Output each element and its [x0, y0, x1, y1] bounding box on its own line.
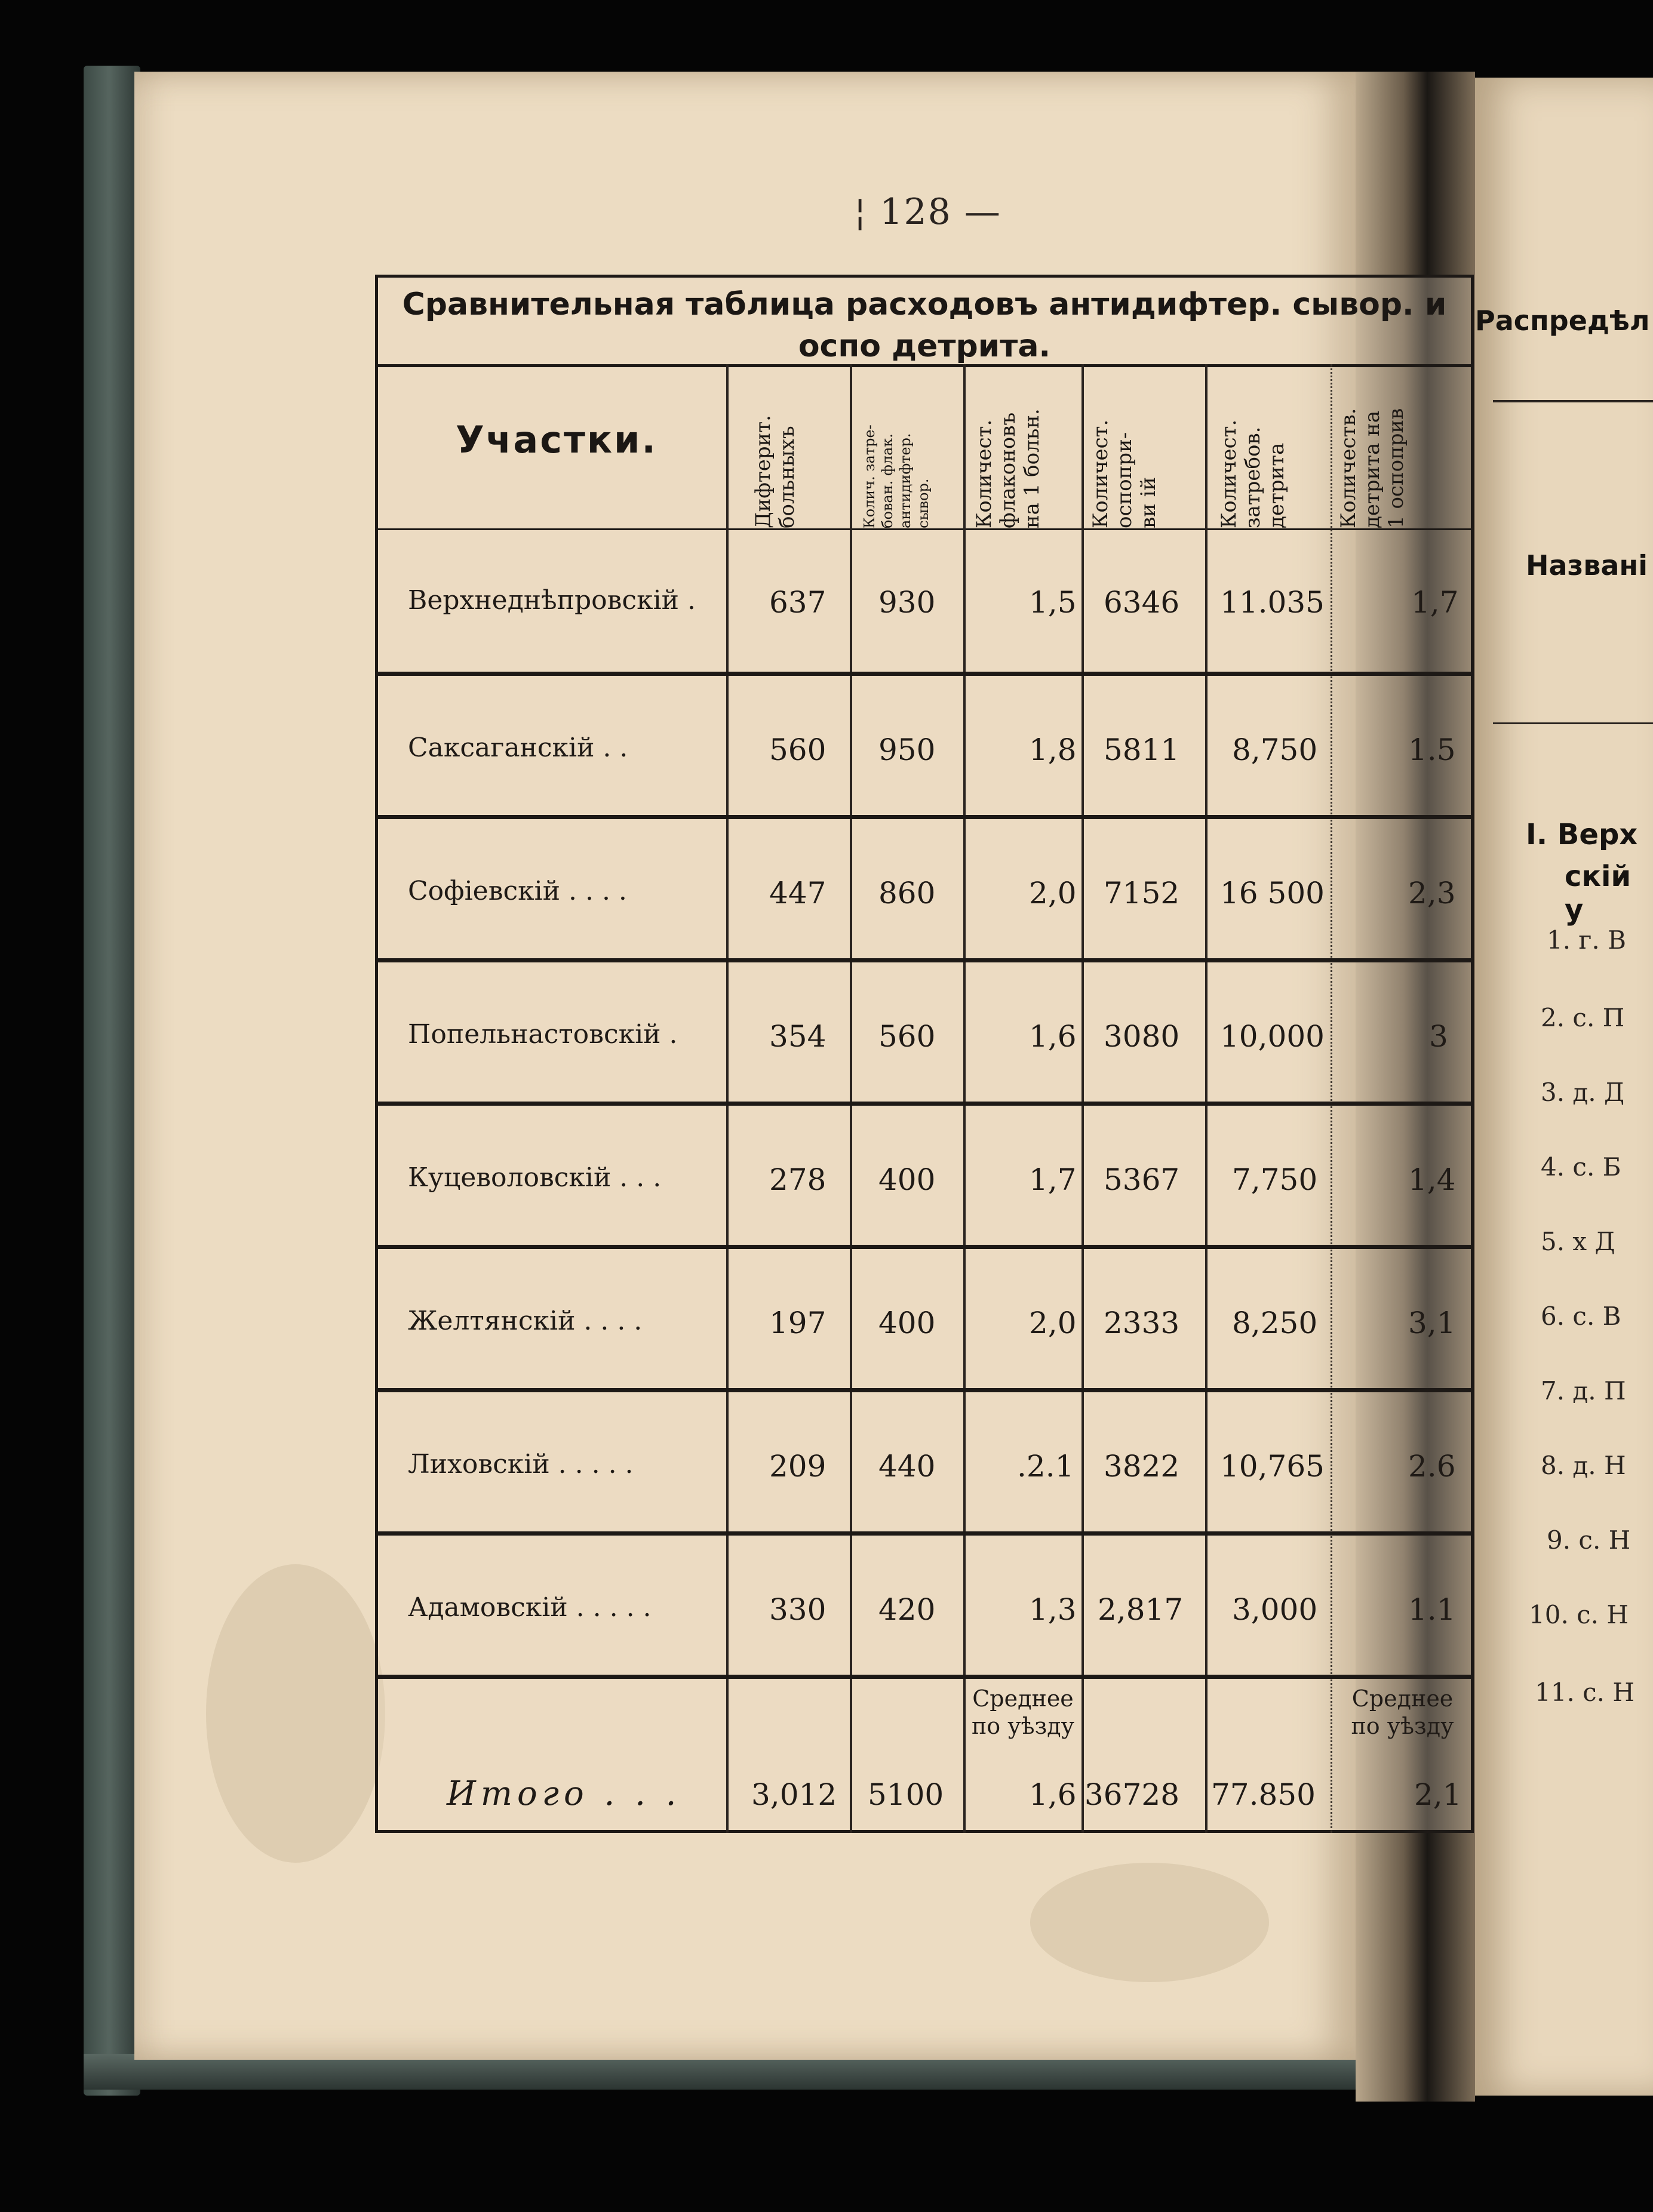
row-district-name: Куцеволовскій . . . — [408, 1162, 662, 1193]
row-diphtheria-patients: 197 — [769, 1306, 826, 1340]
row-rule — [378, 815, 1471, 819]
row-vials-per-patient: .2.1 — [1017, 1449, 1074, 1484]
table-row — [378, 1249, 1471, 1392]
row-rule — [378, 958, 1471, 962]
right-list-item: 9. с. Н — [1547, 1525, 1631, 1555]
book-cover-edge — [84, 66, 140, 2096]
row-district-name: Верхнеднѣпровскій . — [408, 585, 696, 616]
average-label-vials: Среднее по уѣзду — [971, 1685, 1075, 1739]
row-vaccinations: 3822 — [1104, 1449, 1180, 1484]
right-page-header: Распредѣл — [1475, 304, 1650, 337]
total-vaccinations: 36728 — [1084, 1777, 1180, 1812]
right-section-heading-1: I. Верх — [1526, 818, 1638, 851]
table-title-line-1: Сравнительная таблица расходовъ антидифтер. сывор. и — [402, 287, 1447, 322]
row-detritus-per-vaccination: 2,3 — [1408, 876, 1456, 910]
right-list-item: 3. д. Д — [1541, 1078, 1625, 1107]
right-section-heading-2: скій у — [1565, 860, 1632, 927]
comparison-table — [375, 275, 1474, 1833]
row-vials-per-patient: 1,7 — [1029, 1162, 1077, 1197]
row-district-name: Адамовскій . . . . . — [408, 1592, 652, 1623]
row-serum-vials: 440 — [878, 1449, 936, 1484]
row-detritus-per-vaccination: 1.1 — [1408, 1592, 1456, 1627]
row-detritus-requested: 10,000 — [1220, 1019, 1325, 1054]
row-vaccinations: 7152 — [1104, 876, 1180, 910]
total-serum-vials: 5100 — [868, 1777, 944, 1812]
row-vaccinations: 2333 — [1104, 1306, 1180, 1340]
right-page-subheader: Названі — [1526, 549, 1648, 582]
row-serum-vials: 860 — [878, 876, 936, 910]
right-list-item: 5. х Д — [1541, 1227, 1615, 1256]
row-serum-vials: 930 — [878, 585, 936, 620]
row-diphtheria-patients: 447 — [769, 876, 826, 910]
row-district-name: Саксаганскій . . — [408, 733, 628, 763]
table-row — [378, 528, 1471, 672]
right-page-rule — [1493, 400, 1653, 402]
table-row — [378, 1536, 1471, 1679]
row-vials-per-patient: 2,0 — [1029, 876, 1077, 910]
right-list-item: 1. г. В — [1547, 925, 1626, 955]
row-district-name: Попельнастовскій . — [408, 1019, 678, 1050]
row-vaccinations: 5811 — [1104, 733, 1180, 767]
row-rule — [378, 1245, 1471, 1249]
row-vaccinations: 2,817 — [1098, 1592, 1184, 1627]
column-header-serum-vials-requested: Колич. затре- бован. флак. антидифтер. сывор. — [861, 424, 932, 528]
right-list-item: 8. д. Н — [1541, 1451, 1626, 1480]
row-vaccinations: 3080 — [1104, 1019, 1180, 1054]
row-detritus-requested: 8,250 — [1232, 1306, 1318, 1340]
column-header-detritus-requested: Количест. затребов. детрита — [1217, 419, 1289, 528]
row-detritus-per-vaccination: 3 — [1429, 1019, 1448, 1054]
row-diphtheria-patients: 560 — [769, 733, 826, 767]
paper-stain — [206, 1564, 385, 1863]
row-vials-per-patient: 1,8 — [1029, 733, 1077, 767]
table-title-line-2: оспо детрита. — [798, 328, 1051, 364]
table-row — [378, 1106, 1471, 1249]
right-list-item: 7. д. П — [1541, 1376, 1626, 1405]
column-header-detritus-per-vaccination: Количеств. детрита на 1 оспоприв — [1336, 408, 1408, 528]
total-detritus-requested: 77.850 — [1211, 1777, 1316, 1812]
total-label: Итого . . . — [447, 1774, 681, 1813]
total-detritus-per-vaccination: 2,1 — [1414, 1777, 1462, 1812]
row-vials-per-patient: 1,5 — [1029, 585, 1077, 620]
table-row — [378, 819, 1471, 962]
row-serum-vials: 400 — [878, 1162, 936, 1197]
row-detritus-per-vaccination: 3,1 — [1408, 1306, 1456, 1340]
table-row — [378, 962, 1471, 1106]
row-district-name: Софіевскій . . . . — [408, 876, 627, 906]
page-number: ¦ 128 — — [854, 191, 1001, 233]
row-serum-vials: 950 — [878, 733, 936, 767]
row-detritus-per-vaccination: 1,4 — [1408, 1162, 1456, 1197]
row-detritus-requested: 16 500 — [1220, 876, 1325, 910]
row-detritus-requested: 10,765 — [1220, 1449, 1325, 1484]
row-vials-per-patient: 1,3 — [1029, 1592, 1077, 1627]
average-label-detritus: Среднее по уѣзду — [1351, 1685, 1454, 1739]
total-vials-per-patient: 1,6 — [1029, 1777, 1077, 1812]
column-header-diphtheria-patients: Дифтерит. больныхъ — [751, 415, 799, 528]
row-detritus-per-vaccination: 1,7 — [1411, 585, 1459, 620]
row-vials-per-patient: 1,6 — [1029, 1019, 1077, 1054]
row-vaccinations: 6346 — [1104, 585, 1180, 620]
column-header-vials-per-patient: Количест. флаконовъ на 1 больн. — [972, 408, 1044, 528]
row-detritus-per-vaccination: 2.6 — [1408, 1449, 1456, 1484]
right-list-item: 10. с. Н — [1529, 1600, 1629, 1629]
row-rule — [378, 1102, 1471, 1106]
total-diphtheria-patients: 3,012 — [751, 1777, 837, 1812]
row-vials-per-patient: 2,0 — [1029, 1306, 1077, 1340]
total-row — [378, 1679, 1471, 1831]
table-row — [378, 1392, 1471, 1536]
row-rule — [378, 672, 1471, 676]
row-diphtheria-patients: 330 — [769, 1592, 826, 1627]
paper-stain — [1030, 1863, 1269, 1982]
table-row — [378, 676, 1471, 819]
row-vaccinations: 5367 — [1104, 1162, 1180, 1197]
districts-column-header: Участки. — [456, 418, 657, 462]
row-diphtheria-patients: 637 — [769, 585, 826, 620]
table-title — [378, 284, 1471, 367]
column-header-vaccinations: Количест. оспопри- ви ій — [1089, 419, 1160, 528]
title-rule — [378, 364, 1471, 367]
right-list-item: 6. с. В — [1541, 1302, 1621, 1331]
row-serum-vials: 400 — [878, 1306, 936, 1340]
right-list-item: 2. с. П — [1541, 1003, 1625, 1032]
row-serum-vials: 560 — [878, 1019, 936, 1054]
right-list-item: 11. с. Н — [1535, 1678, 1634, 1707]
row-detritus-requested: 7,750 — [1232, 1162, 1318, 1197]
right-page-rule — [1493, 722, 1653, 724]
row-district-name: Желтянскій . . . . — [408, 1306, 643, 1336]
row-detritus-requested: 11.035 — [1220, 585, 1325, 620]
right-list-item: 4. с. Б — [1541, 1152, 1621, 1182]
right-page — [1475, 78, 1653, 2096]
row-diphtheria-patients: 278 — [769, 1162, 826, 1197]
row-rule — [378, 1531, 1471, 1536]
row-district-name: Лиховскій . . . . . — [408, 1449, 634, 1479]
row-detritus-requested: 8,750 — [1232, 733, 1318, 767]
row-rule — [378, 1388, 1471, 1392]
row-diphtheria-patients: 354 — [769, 1019, 826, 1054]
row-serum-vials: 420 — [878, 1592, 936, 1627]
row-detritus-requested: 3,000 — [1232, 1592, 1318, 1627]
row-diphtheria-patients: 209 — [769, 1449, 826, 1484]
row-detritus-per-vaccination: 1.5 — [1408, 733, 1456, 767]
row-rule — [378, 1675, 1471, 1679]
